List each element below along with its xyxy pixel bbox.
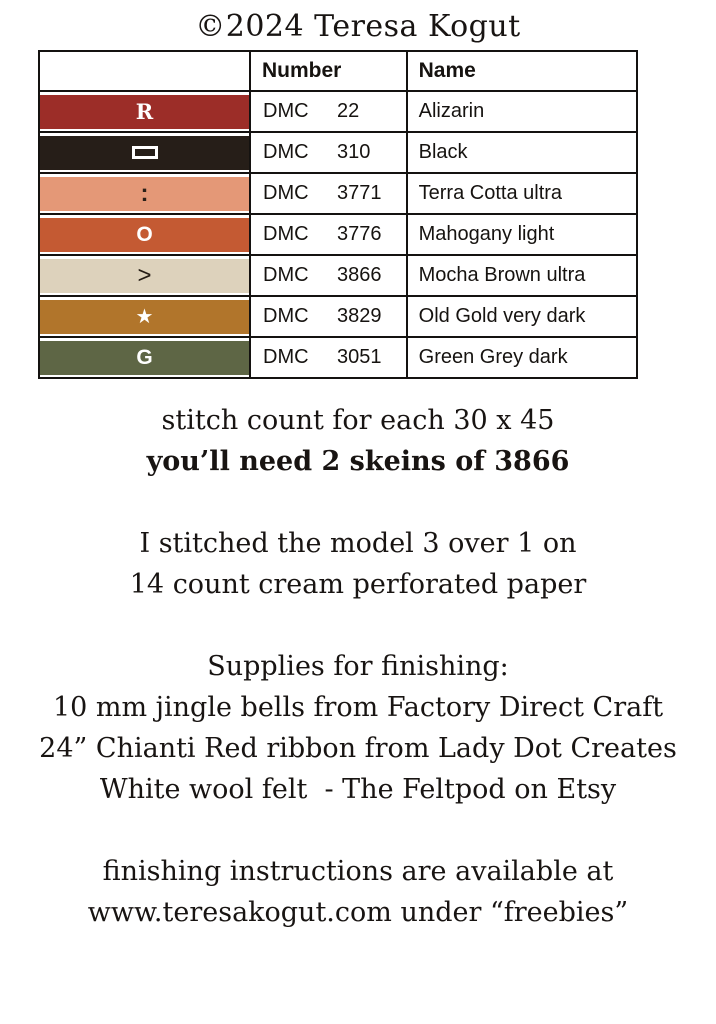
- dmc-code: 3829: [337, 305, 382, 327]
- symbol-glyph: :: [140, 179, 149, 207]
- color-name: Green Grey dark: [418, 346, 568, 368]
- dmc-code: 3771: [337, 182, 382, 204]
- floss-legend-table: [38, 50, 638, 379]
- legend-header-row: [39, 51, 637, 91]
- swatch-cell: [39, 214, 250, 255]
- notes-section: [0, 400, 716, 974]
- table-row: [39, 255, 637, 296]
- color-swatch: [40, 259, 249, 293]
- color-swatch: [40, 177, 249, 211]
- table-row: [39, 337, 637, 378]
- dmc-brand: DMC: [263, 264, 309, 286]
- color-name: Old Gold very dark: [418, 305, 586, 327]
- color-swatch: [40, 136, 249, 170]
- legend-table-body: [39, 91, 637, 378]
- note-line: www.teresakogut.com under “freebies”: [87, 897, 629, 928]
- name-column-header: Name: [407, 51, 637, 91]
- dmc-code: 3776: [337, 223, 382, 245]
- number-cell: [250, 132, 407, 173]
- symbol-glyph: [132, 146, 158, 159]
- swatch-cell: [39, 255, 250, 296]
- dmc-brand: DMC: [263, 346, 309, 368]
- note-line: 10 mm jingle bells from Factory Direct Craft: [52, 692, 664, 723]
- name-cell: [407, 214, 637, 255]
- number-cell: [250, 91, 407, 132]
- dmc-code: 3051: [337, 346, 382, 368]
- symbol-glyph: ★: [135, 305, 154, 328]
- page-title: ©2024 Teresa Kogut: [195, 9, 521, 44]
- number-cell: [250, 255, 407, 296]
- name-cell: [407, 173, 637, 214]
- table-row: [39, 296, 637, 337]
- swatch-cell: [39, 337, 250, 378]
- number-column-header: Number: [250, 51, 407, 91]
- note-line: 24” Chianti Red ribbon from Lady Dot Creates: [39, 733, 677, 764]
- color-swatch: [40, 300, 249, 334]
- dmc-brand: DMC: [263, 223, 309, 245]
- symbol-glyph: O: [136, 223, 153, 246]
- note-line: finishing instructions are available at: [102, 856, 614, 887]
- name-cell: [407, 337, 637, 378]
- name-cell: [407, 255, 637, 296]
- color-name: Black: [418, 141, 468, 163]
- name-cell: [407, 132, 637, 173]
- color-name: Alizarin: [418, 100, 485, 122]
- note-line: White wool felt - The Feltpod on Etsy: [99, 774, 617, 805]
- symbol-glyph: G: [136, 346, 153, 369]
- note-paragraph: [0, 851, 716, 933]
- note-line: stitch count for each 30 x 45: [161, 405, 555, 436]
- number-cell: [250, 337, 407, 378]
- table-row: [39, 91, 637, 132]
- note-line: Supplies for finishing:: [207, 651, 509, 682]
- table-row: [39, 214, 637, 255]
- dmc-code: 22: [337, 100, 360, 122]
- color-name: Mocha Brown ultra: [418, 264, 586, 286]
- name-cell: [407, 296, 637, 337]
- number-cell: [250, 214, 407, 255]
- swatch-cell: [39, 132, 250, 173]
- symbol-glyph: R: [135, 99, 154, 124]
- swatch-cell: [39, 91, 250, 132]
- color-swatch: [40, 218, 249, 252]
- name-cell: [407, 91, 637, 132]
- dmc-brand: DMC: [263, 182, 309, 204]
- swatch-cell: [39, 296, 250, 337]
- number-cell: [250, 296, 407, 337]
- color-name: Terra Cotta ultra: [418, 182, 563, 204]
- dmc-code: 3866: [337, 264, 382, 286]
- note-paragraph: [0, 400, 716, 482]
- color-swatch: [40, 341, 249, 375]
- symbol-glyph: >: [137, 261, 152, 289]
- dmc-brand: DMC: [263, 100, 309, 122]
- note-line: I stitched the model 3 over 1 on: [139, 528, 577, 559]
- color-swatch: [40, 95, 249, 129]
- number-cell: [250, 173, 407, 214]
- table-row: [39, 173, 637, 214]
- color-name: Mahogany light: [418, 223, 555, 245]
- table-row: [39, 132, 637, 173]
- note-paragraph: [0, 646, 716, 810]
- note-line: you’ll need 2 skeins of 3866: [146, 446, 570, 477]
- dmc-brand: DMC: [263, 141, 309, 163]
- swatch-cell: [39, 173, 250, 214]
- note-paragraph: [0, 523, 716, 605]
- dmc-code: 310: [337, 141, 371, 163]
- note-line: 14 count cream perforated paper: [129, 569, 587, 600]
- dmc-brand: DMC: [263, 305, 309, 327]
- symbol-column-header: [39, 51, 250, 91]
